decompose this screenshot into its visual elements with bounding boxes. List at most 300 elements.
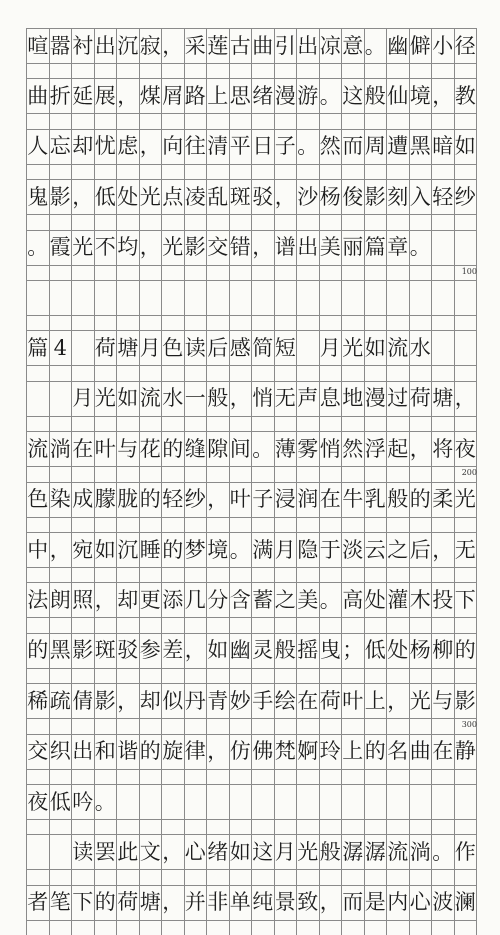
grid-cell: 处 (386, 633, 410, 669)
gap-cell (139, 266, 163, 280)
grid-cell: 黑 (49, 633, 73, 669)
grid-cell: 沉 (116, 532, 140, 568)
gap-cell (386, 366, 410, 380)
grid-cell: 成 (71, 482, 95, 518)
gap-cell (296, 820, 320, 834)
gap-cell (319, 215, 343, 229)
gap-cell (431, 921, 455, 935)
gap-cell (184, 568, 208, 582)
gap-cell (251, 669, 275, 683)
grid-cell: 纱 (454, 179, 478, 215)
gap-cell (319, 366, 343, 380)
grid-cell (296, 784, 320, 820)
gap-cell (319, 266, 343, 280)
grid-cell: 出 (296, 230, 320, 266)
gap-cell (319, 114, 343, 128)
gap-cell (364, 417, 388, 431)
grid-cell: 乳 (364, 482, 388, 518)
grid-cell: 入 (409, 179, 433, 215)
grid-cell: 。 (319, 582, 343, 618)
gap-cell (386, 820, 410, 834)
gap-cell (251, 417, 275, 431)
grid-cell: 往 (184, 129, 208, 165)
gap-cell (296, 64, 320, 78)
grid-cell: 波 (431, 885, 455, 921)
grid-cell: 内 (386, 885, 410, 921)
gap-cell (454, 518, 478, 532)
grid-cell: 的 (161, 431, 185, 467)
grid-cell: 律 (184, 734, 208, 770)
grid-cell: 子 (274, 129, 298, 165)
grid-cell: 光 (94, 381, 118, 417)
gap-cell (26, 316, 50, 330)
grid-cell: 玲 (319, 734, 343, 770)
gap-cell (386, 215, 410, 229)
grid-cell: 者 (26, 885, 50, 921)
grid-cell: 雾 (296, 431, 320, 467)
grid-cell: 煤 (139, 78, 163, 114)
gap-cell (139, 921, 163, 935)
grid-cell: 谱 (274, 230, 298, 266)
gap-cell (94, 417, 118, 431)
grid-cell: 凉 (319, 28, 343, 64)
gap-cell (319, 669, 343, 683)
gap-cell (431, 165, 455, 179)
gap-cell (251, 266, 275, 280)
grid-cell: 在 (296, 683, 320, 719)
grid-cell: 。 (409, 230, 433, 266)
gap-cell (409, 114, 433, 128)
gap-cell (409, 417, 433, 431)
gap-cell (364, 870, 388, 884)
gap-cell (431, 820, 455, 834)
gap-cell (94, 467, 118, 481)
grid-cell: 遭 (386, 129, 410, 165)
grid-cell (139, 784, 163, 820)
gap-cell (364, 467, 388, 481)
grid-cell: 于 (319, 532, 343, 568)
grid-cell (386, 280, 410, 316)
gap-cell (251, 215, 275, 229)
word-count-marker: 300 (461, 720, 477, 730)
gap-cell (364, 366, 388, 380)
grid-cell: 般 (274, 633, 298, 669)
grid-cell (116, 784, 140, 820)
grid-cell: 光 (139, 179, 163, 215)
grid-cell: 纯 (251, 885, 275, 921)
gap-cell (431, 215, 455, 229)
gap-cell (431, 316, 455, 330)
gap-cell (184, 820, 208, 834)
gap-cell (454, 165, 478, 179)
grid-cell: 点 (161, 179, 185, 215)
gap-cell (206, 820, 230, 834)
grid-cell (274, 280, 298, 316)
gap-cell (139, 518, 163, 532)
gap-cell (139, 719, 163, 733)
gap-cell (206, 618, 230, 632)
grid-cell: 沉 (116, 28, 140, 64)
gap-cell (94, 618, 118, 632)
gap-cell (364, 618, 388, 632)
grid-cell: 这 (251, 834, 275, 870)
gap-cell (341, 719, 365, 733)
gap-cell (296, 719, 320, 733)
grid-cell: 意 (341, 28, 365, 64)
gap-cell (229, 417, 253, 431)
grid-cell: 月 (274, 834, 298, 870)
gap-cell (409, 618, 433, 632)
gap-cell (71, 215, 95, 229)
gap-cell (229, 618, 253, 632)
grid-cell: 影 (94, 683, 118, 719)
gap-cell (26, 820, 50, 834)
gap-cell (454, 316, 478, 330)
gap-cell (206, 64, 230, 78)
gap-cell (274, 165, 298, 179)
gap-cell (341, 165, 365, 179)
grid-cell: 篇 (364, 230, 388, 266)
gap-cell (319, 165, 343, 179)
grid-cell: 几 (184, 582, 208, 618)
gap-cell (49, 770, 73, 784)
grid-row (0, 482, 500, 518)
gap-cell (49, 165, 73, 179)
gap-cell (386, 770, 410, 784)
gap-cell (364, 820, 388, 834)
gap-cell (229, 921, 253, 935)
gap-cell (206, 921, 230, 935)
grid-row (0, 834, 500, 870)
gap-cell (364, 165, 388, 179)
grid-cell: 丹 (184, 683, 208, 719)
gap-cell (161, 165, 185, 179)
grid-cell: 致 (296, 885, 320, 921)
gap-cell (454, 64, 478, 78)
grid-cell: 游 (296, 78, 320, 114)
gap-cell (296, 618, 320, 632)
grid-cell: 如 (364, 330, 388, 366)
grid-cell: 塘 (139, 885, 163, 921)
grid-cell: 过 (386, 381, 410, 417)
gap-cell (161, 820, 185, 834)
grid-cell: 牛 (341, 482, 365, 518)
grid-cell: 夜 (454, 431, 478, 467)
gap-cell (116, 165, 140, 179)
gap-cell (386, 618, 410, 632)
grid-cell: 蓄 (251, 582, 275, 618)
gap-cell (296, 266, 320, 280)
grid-cell: 般 (386, 482, 410, 518)
gap-cell (251, 870, 275, 884)
gap-cell (161, 467, 185, 481)
grid-cell: 荷 (319, 683, 343, 719)
gap-cell (139, 316, 163, 330)
gap-cell (206, 467, 230, 481)
gap-cell (229, 165, 253, 179)
row-gap (0, 467, 500, 481)
grid-cell: 稀 (26, 683, 50, 719)
gap-cell (341, 870, 365, 884)
gap-cell (251, 770, 275, 784)
grid-cell (26, 280, 50, 316)
gap-cell (296, 467, 320, 481)
gap-cell (71, 669, 95, 683)
gap-cell (116, 366, 140, 380)
grid-cell: 低 (94, 179, 118, 215)
gap-cell (274, 870, 298, 884)
gap-cell (94, 316, 118, 330)
gap-cell (319, 417, 343, 431)
row-gap (0, 417, 500, 431)
gap-cell (49, 266, 73, 280)
grid-cell: 篇 (26, 330, 50, 366)
gap-cell (139, 366, 163, 380)
grid-cell: 路 (184, 78, 208, 114)
grid-cell (49, 280, 73, 316)
grid-cell: 添 (161, 582, 185, 618)
grid-cell: 缝 (184, 431, 208, 467)
gap-cell (341, 669, 365, 683)
gap-cell (296, 518, 320, 532)
gap-cell (26, 518, 50, 532)
gap-cell (229, 820, 253, 834)
gap-cell (431, 870, 455, 884)
grid-cell: 平 (229, 129, 253, 165)
grid-cell: 景 (274, 885, 298, 921)
grid-cell (161, 280, 185, 316)
grid-cell: 绪 (206, 834, 230, 870)
grid-cell: 无 (274, 381, 298, 417)
gap-cell (206, 366, 230, 380)
grid-cell (251, 784, 275, 820)
row-gap (0, 618, 500, 632)
grid-cell: 低 (364, 633, 388, 669)
grid-cell: 寂 (139, 28, 163, 64)
gap-cell (251, 921, 275, 935)
grid-cell: 上 (206, 78, 230, 114)
gap-cell (139, 618, 163, 632)
grid-cell (251, 280, 275, 316)
gap-cell (296, 770, 320, 784)
gap-cell (26, 215, 50, 229)
grid-cell: 忧 (94, 129, 118, 165)
grid-cell: 的 (364, 734, 388, 770)
grid-cell: 如 (94, 532, 118, 568)
gap-cell (116, 467, 140, 481)
gap-cell (49, 114, 73, 128)
grid-cell (94, 280, 118, 316)
gap-cell (319, 568, 343, 582)
gap-cell (274, 114, 298, 128)
gap-cell (274, 417, 298, 431)
gap-cell (71, 114, 95, 128)
grid-cell: 虑 (116, 129, 140, 165)
grid-cell: 罢 (94, 834, 118, 870)
grid-cell (409, 280, 433, 316)
grid-cell: 。 (26, 230, 50, 266)
grid-cell: 作 (454, 834, 478, 870)
gap-cell (386, 266, 410, 280)
grid-cell: 声 (296, 381, 320, 417)
grid-cell: 日 (251, 129, 275, 165)
gap-cell (26, 417, 50, 431)
grid-cell: 。 (319, 78, 343, 114)
grid-cell: ， (139, 129, 163, 165)
grid-cell: 参 (139, 633, 163, 669)
grid-cell: 荷 (116, 885, 140, 921)
grid-cell: 的 (139, 734, 163, 770)
grid-cell: 的 (26, 633, 50, 669)
grid-cell: 出 (94, 28, 118, 64)
gap-cell (274, 316, 298, 330)
grid-cell: 流 (386, 330, 410, 366)
gap-cell (341, 114, 365, 128)
grid-cell: 之 (274, 582, 298, 618)
gap-cell (229, 669, 253, 683)
grid-cell: ， (49, 532, 73, 568)
grid-cell: 轻 (431, 179, 455, 215)
gap-cell (139, 669, 163, 683)
gap-cell (251, 518, 275, 532)
gap-cell (94, 770, 118, 784)
gap-cell (364, 215, 388, 229)
grid-cell: 月 (139, 330, 163, 366)
grid-cell: 旋 (161, 734, 185, 770)
gap-cell (139, 114, 163, 128)
gap-cell (71, 719, 95, 733)
gap-cell (229, 366, 253, 380)
grid-cell: 在 (71, 431, 95, 467)
gap-cell (184, 266, 208, 280)
grid-cell: 曳 (319, 633, 343, 669)
grid-cell: 鬼 (26, 179, 50, 215)
gap-cell (116, 870, 140, 884)
gap-cell (409, 467, 433, 481)
gap-cell (431, 64, 455, 78)
grid-cell: 更 (139, 582, 163, 618)
grid-cell: 幽 (386, 28, 410, 64)
grid-cell: 青 (206, 683, 230, 719)
grid-cell: 的 (409, 482, 433, 518)
gap-cell (161, 366, 185, 380)
grid-cell (49, 381, 73, 417)
grid-cell: 柔 (431, 482, 455, 518)
gap-cell (184, 215, 208, 229)
gap-cell (341, 366, 365, 380)
gap-cell (274, 770, 298, 784)
gap-cell (161, 215, 185, 229)
grid-cell: 并 (184, 885, 208, 921)
gap-cell (49, 618, 73, 632)
grid-row (0, 885, 500, 921)
gap-cell (386, 518, 410, 532)
row-gap (0, 518, 500, 532)
gap-cell (454, 568, 478, 582)
grid-cell: 非 (206, 885, 230, 921)
gap-cell (184, 114, 208, 128)
grid-cell: 水 (161, 381, 185, 417)
gap-cell (386, 921, 410, 935)
gap-cell (454, 417, 478, 431)
grid-cell: 沙 (296, 179, 320, 215)
gap-cell (116, 417, 140, 431)
gap-cell (184, 64, 208, 78)
gap-cell (206, 266, 230, 280)
grid-cell: 不 (94, 230, 118, 266)
grid-cell (409, 784, 433, 820)
gap-cell (116, 719, 140, 733)
gap-cell (26, 266, 50, 280)
grid-cell: 交 (206, 230, 230, 266)
gap-cell (454, 770, 478, 784)
gap-cell (229, 64, 253, 78)
grid-row (0, 129, 500, 165)
grid-cell: 刻 (386, 179, 410, 215)
grid-row (0, 230, 500, 266)
gap-cell (274, 467, 298, 481)
row-gap (0, 921, 500, 935)
grid-cell: 差 (161, 633, 185, 669)
gap-cell (341, 921, 365, 935)
grid-cell (296, 330, 320, 366)
grid-cell: 古 (229, 28, 253, 64)
grid-cell: 浸 (274, 482, 298, 518)
gap-cell (184, 870, 208, 884)
grid-cell: 衬 (71, 28, 95, 64)
gap-cell (26, 114, 50, 128)
gap-cell (409, 921, 433, 935)
gap-cell (409, 870, 433, 884)
gap-cell (251, 64, 275, 78)
grid-cell: 流 (26, 431, 50, 467)
gap-cell (364, 518, 388, 532)
gap-cell (206, 870, 230, 884)
gap-cell (184, 518, 208, 532)
grid-cell: 法 (26, 582, 50, 618)
gap-cell (341, 820, 365, 834)
grid-cell: 倩 (71, 683, 95, 719)
grid-cell: ， (184, 633, 208, 669)
grid-cell: 莲 (206, 28, 230, 64)
grid-cell: ， (431, 78, 455, 114)
gap-cell (71, 417, 95, 431)
grid-row (0, 179, 500, 215)
gap-cell (296, 316, 320, 330)
gap-cell (161, 316, 185, 330)
gap-cell (251, 568, 275, 582)
gap-cell (296, 669, 320, 683)
grid-row (0, 633, 500, 669)
gap-cell (139, 215, 163, 229)
gap-cell (319, 467, 343, 481)
grid-cell (49, 834, 73, 870)
grid-cell (431, 784, 455, 820)
gap-cell (94, 921, 118, 935)
gap-cell (184, 669, 208, 683)
gap-cell (386, 114, 410, 128)
grid-cell: 一 (184, 381, 208, 417)
grid-cell: 叶 (94, 431, 118, 467)
grid-cell: ， (206, 482, 230, 518)
gap-cell (161, 114, 185, 128)
gap-cell (251, 316, 275, 330)
grid-cell: 小 (431, 28, 455, 64)
gap-cell (184, 921, 208, 935)
grid-cell: 月 (71, 381, 95, 417)
gap-cell (364, 568, 388, 582)
grid-cell: 子 (251, 482, 275, 518)
